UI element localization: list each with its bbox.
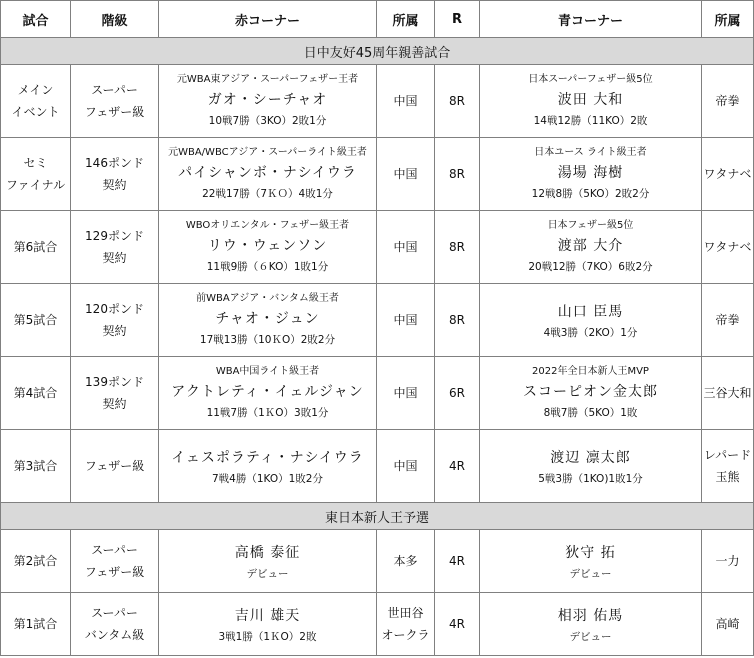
blue-gym-cell — [702, 65, 754, 138]
match-label: イベント — [11, 105, 60, 119]
red-gym-cell — [377, 357, 435, 430]
red-corner-cell — [159, 138, 377, 211]
weight-label: 契約 — [102, 178, 127, 192]
red-corner-cell — [159, 357, 377, 430]
weight-label: 139ポンド — [85, 375, 144, 389]
bout-row — [1, 138, 754, 211]
red-gym-cell — [377, 430, 435, 503]
blue-fighter-title: 日本スーパーフェザー級5位 — [528, 74, 653, 85]
red-corner-cell — [159, 593, 377, 656]
section-title: 日中友好45周年親善試合 — [1, 38, 754, 65]
weight-cell — [71, 593, 159, 656]
match-label: メイン — [17, 83, 54, 97]
match-cell — [1, 530, 71, 593]
blue-fighter-name: 波田 大和 — [557, 92, 624, 108]
blue-corner-cell — [480, 530, 702, 593]
header-match: 試合 — [1, 1, 71, 38]
blue-fighter-name: 湯場 海樹 — [557, 165, 624, 181]
red-fighter-name: チャオ・ジュン — [215, 311, 320, 327]
rounds-cell: 4R — [435, 430, 480, 503]
blue-fighter-name: 相羽 佑馬 — [557, 608, 624, 624]
red-gym-cell — [377, 138, 435, 211]
blue-fighter-record: 8戦7勝（5KO）1敗 — [543, 407, 638, 419]
red-gym: 中国 — [393, 459, 418, 473]
blue-corner-cell — [480, 65, 702, 138]
blue-fighter-record: デビュー — [569, 631, 612, 643]
bout-row — [1, 65, 754, 138]
rounds-cell: 4R — [435, 530, 480, 593]
blue-corner-cell — [480, 138, 702, 211]
blue-gym: ワタナベ — [703, 167, 752, 181]
blue-fighter-title: 日本ユース ライト級王者 — [534, 147, 647, 158]
blue-corner-cell — [480, 357, 702, 430]
red-gym: 中国 — [393, 94, 418, 108]
blue-corner-cell — [480, 430, 702, 503]
red-fighter-record: 11戦7勝（1ＫO）3敗1分 — [206, 407, 329, 419]
match-label: 第3試合 — [13, 459, 58, 473]
weight-label: フェザー級 — [84, 459, 145, 473]
red-gym: 中国 — [393, 240, 418, 254]
match-cell — [1, 284, 71, 357]
red-gym: オークラ — [381, 628, 430, 642]
red-fighter-record: 17戦13勝（10ＫO）2敗2分 — [199, 334, 336, 346]
header-blue-corner: 青コーナー — [480, 1, 702, 38]
red-gym-cell — [377, 211, 435, 284]
bout-row — [1, 530, 754, 593]
blue-gym: レパード — [703, 448, 752, 462]
red-corner-cell — [159, 530, 377, 593]
bout-row — [1, 284, 754, 357]
match-label: セミ — [23, 156, 48, 170]
weight-cell — [71, 430, 159, 503]
match-cell — [1, 138, 71, 211]
blue-gym-cell — [702, 284, 754, 357]
red-gym: 中国 — [393, 313, 418, 327]
red-gym-cell — [377, 530, 435, 593]
section-title: 東日本新人王予選 — [1, 503, 754, 530]
blue-fighter-record: デビュー — [569, 568, 612, 580]
blue-corner-cell — [480, 211, 702, 284]
blue-corner-cell — [480, 593, 702, 656]
weight-label: 120ポンド — [85, 302, 144, 316]
red-corner-cell — [159, 65, 377, 138]
red-fighter-name: イェスポラティ・ナシイウラ — [171, 450, 364, 466]
blue-gym-cell — [702, 211, 754, 284]
red-fighter-record: 3戦1勝（1ＫO）2敗 — [218, 631, 317, 643]
weight-cell — [71, 65, 159, 138]
red-corner-cell — [159, 430, 377, 503]
weight-cell — [71, 530, 159, 593]
bout-row — [1, 430, 754, 503]
blue-fighter-name: スコーピオン金太郎 — [523, 384, 658, 400]
blue-fighter-name: 渡部 大介 — [557, 238, 624, 254]
rounds-cell: 4R — [435, 593, 480, 656]
red-fighter-title: 元WBA/WBCアジア・スーパーライト級王者 — [168, 147, 367, 158]
red-fighter-title: WBOオリエンタル・フェザー級王者 — [185, 220, 350, 231]
match-label: 第4試合 — [13, 386, 58, 400]
blue-fighter-record: 14戦12勝（11KO）2敗 — [533, 115, 648, 127]
blue-gym-cell — [702, 593, 754, 656]
header-red-gym: 所属 — [377, 1, 435, 38]
blue-gym: 玉熊 — [715, 470, 740, 484]
weight-label: スーパー — [91, 543, 138, 557]
match-label: 第6試合 — [13, 240, 58, 254]
red-gym-cell — [377, 593, 435, 656]
blue-gym: 一力 — [715, 554, 740, 568]
weight-cell — [71, 138, 159, 211]
section-row — [1, 503, 754, 530]
red-fighter-title: 元WBA東アジア・スーパーフェザー王者 — [176, 74, 359, 85]
red-fighter-record: 7戦4勝（1KO）1敗2分 — [212, 473, 323, 485]
red-fighter-name: ガオ・シーチャオ — [207, 92, 328, 108]
section-row — [1, 38, 754, 65]
match-cell — [1, 593, 71, 656]
fight-card-body — [1, 38, 754, 656]
weight-label: フェザー級 — [84, 105, 145, 119]
rounds-cell: 8R — [435, 138, 480, 211]
bout-row — [1, 593, 754, 656]
blue-gym-cell — [702, 357, 754, 430]
header-row — [1, 1, 754, 38]
header-rounds: R — [435, 1, 480, 38]
weight-label: 146ポンド — [85, 156, 144, 170]
match-label: 第2試合 — [13, 554, 58, 568]
header-weight-class: 階級 — [71, 1, 159, 38]
rounds-cell: 6R — [435, 357, 480, 430]
match-cell — [1, 211, 71, 284]
blue-fighter-record: 5戦3勝（1KO)1敗1分 — [538, 473, 643, 485]
red-fighter-name: リウ・ウェンソン — [207, 238, 328, 254]
weight-label: 契約 — [102, 324, 127, 338]
blue-gym: 高崎 — [715, 617, 740, 631]
red-fighter-record: 10戦7勝（3KO）2敗1分 — [208, 115, 327, 127]
red-gym: 中国 — [393, 386, 418, 400]
red-gym: 本多 — [393, 554, 418, 568]
weight-label: バンタム級 — [84, 628, 145, 642]
blue-gym-cell — [702, 530, 754, 593]
blue-fighter-title: 2022年全日本新人王MVP — [532, 366, 649, 377]
red-fighter-record: デビュー — [246, 568, 289, 580]
match-label: 第5試合 — [13, 313, 58, 327]
match-label: 第1試合 — [13, 617, 58, 631]
red-fighter-title: 前WBAアジア・バンタム級王者 — [196, 293, 339, 304]
blue-fighter-name: 山口 臣馬 — [557, 304, 624, 320]
red-corner-cell — [159, 284, 377, 357]
weight-label: 129ポンド — [85, 229, 144, 243]
blue-gym: 三谷大和 — [703, 386, 752, 400]
red-gym: 中国 — [393, 167, 418, 181]
blue-gym-cell — [702, 430, 754, 503]
red-gym-cell — [377, 284, 435, 357]
header-blue-gym: 所属 — [702, 1, 754, 38]
blue-fighter-record: 12戦8勝（5KO）2敗2分 — [531, 188, 650, 200]
bout-row — [1, 357, 754, 430]
red-fighter-record: 22戦17勝（7ＫＯ）4敗1分 — [202, 188, 333, 200]
weight-label: 契約 — [102, 251, 127, 265]
blue-fighter-name: 狄守 拓 — [565, 545, 616, 561]
weight-cell — [71, 211, 159, 284]
match-cell — [1, 65, 71, 138]
blue-fighter-record: 4戦3勝（2KO）1分 — [543, 327, 638, 339]
red-gym-cell — [377, 65, 435, 138]
red-fighter-record: 11戦9勝（６KO）1敗1分 — [206, 261, 329, 273]
blue-gym-cell — [702, 138, 754, 211]
blue-corner-cell — [480, 284, 702, 357]
weight-label: スーパー — [91, 83, 138, 97]
weight-cell — [71, 284, 159, 357]
match-label: ファイナル — [5, 178, 66, 192]
bout-row — [1, 211, 754, 284]
weight-label: スーパー — [91, 606, 138, 620]
rounds-cell: 8R — [435, 284, 480, 357]
red-fighter-name: パイシャンボ・ナシイウラ — [178, 165, 357, 181]
blue-gym: ワタナベ — [703, 240, 752, 254]
red-corner-cell — [159, 211, 377, 284]
red-fighter-name: 高橋 泰征 — [234, 545, 301, 561]
rounds-cell: 8R — [435, 211, 480, 284]
weight-cell — [71, 357, 159, 430]
blue-fighter-title: 日本フェザー級5位 — [547, 220, 634, 231]
red-fighter-name: アクトレティ・イェルジャン — [171, 384, 364, 400]
red-gym: 世田谷 — [387, 606, 424, 620]
rounds-cell: 8R — [435, 65, 480, 138]
header-red-corner: 赤コーナー — [159, 1, 377, 38]
match-cell — [1, 430, 71, 503]
red-fighter-name: 吉川 雄天 — [234, 608, 301, 624]
match-cell — [1, 357, 71, 430]
weight-label: フェザー級 — [84, 565, 145, 579]
blue-gym: 帝拳 — [715, 94, 740, 108]
blue-fighter-record: 20戦12勝（7KO）6敗2分 — [528, 261, 653, 273]
weight-label: 契約 — [102, 397, 127, 411]
blue-gym: 帝拳 — [715, 313, 740, 327]
blue-fighter-name: 渡辺 凛太郎 — [550, 450, 631, 466]
red-fighter-title: WBA中国ライト級王者 — [215, 366, 320, 377]
